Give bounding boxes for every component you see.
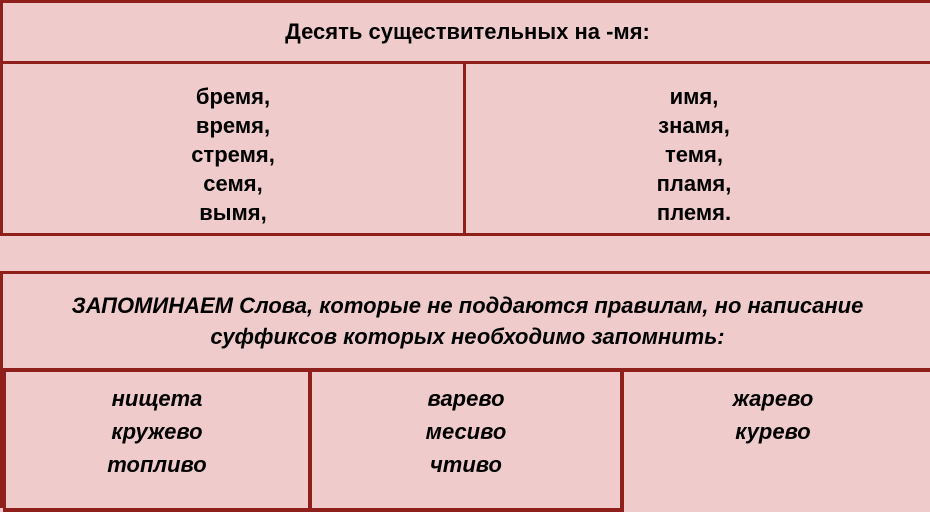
memorize-word: нищета [111, 386, 203, 411]
nouns-left-column [3, 64, 466, 236]
nouns-table-body [3, 64, 930, 236]
memorize-table-header [3, 274, 930, 372]
memorize-column-3 [624, 372, 930, 512]
memorize-title-line2: суффиксов которых необходимо запомнить: [210, 324, 725, 349]
memorize-word: варево [427, 386, 505, 411]
noun-word: имя, [669, 84, 719, 109]
noun-word: бремя, [195, 84, 271, 109]
memorize-title-line1: ЗАПОМИНАЕМ Слова, которые не поддаются правилам, но написание [71, 293, 864, 318]
memorize-word: топливо [107, 452, 207, 477]
noun-word: стремя, [191, 142, 275, 167]
memorize-word: курево [735, 419, 811, 444]
nouns-table-header [3, 3, 930, 64]
memorize-table-body [3, 372, 930, 512]
noun-word: племя. [656, 200, 732, 225]
memorize-column-2 [312, 372, 624, 512]
nouns-table [0, 0, 930, 236]
memorize-table [0, 271, 930, 508]
memorize-word: чтиво [429, 452, 502, 477]
memorize-word: месиво [425, 419, 507, 444]
noun-word: темя, [665, 142, 723, 167]
memorize-column-1 [3, 372, 312, 512]
noun-word: семя, [203, 171, 263, 196]
noun-word: вымя, [199, 200, 267, 225]
noun-word: время, [195, 113, 271, 138]
noun-word: знамя, [658, 113, 730, 138]
nouns-table-title: Десять существительных на -мя: [285, 19, 650, 44]
noun-word: пламя, [656, 171, 732, 196]
memorize-word: жарево [732, 386, 814, 411]
nouns-right-column [466, 64, 930, 236]
memorize-word: кружево [111, 419, 203, 444]
